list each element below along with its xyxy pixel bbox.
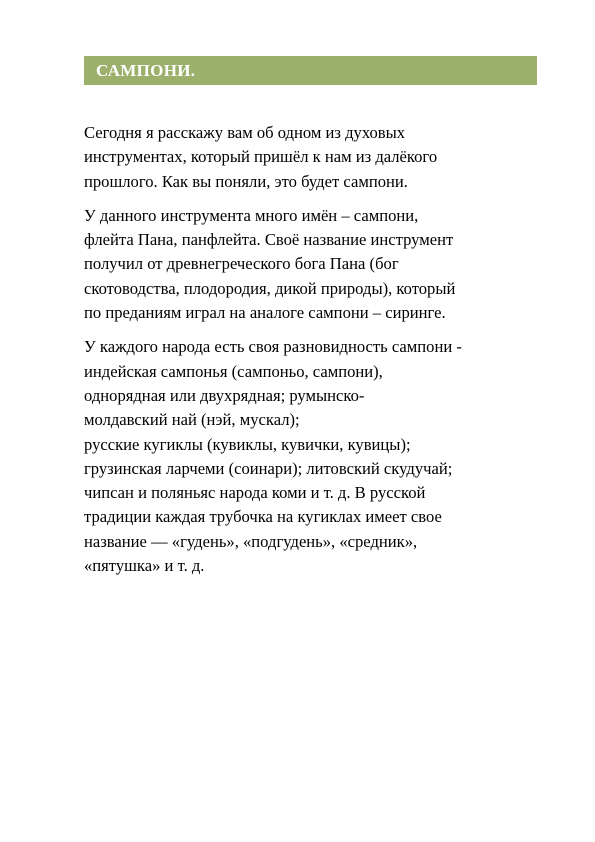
text-line: флейта Пана, панфлейта. Своё название инструмент [84, 230, 454, 250]
text-line: инструментах, который пришёл к нам из далёкого [84, 147, 438, 167]
text-line: однорядная или двухрядная; румынско- [84, 385, 365, 405]
document-body [84, 121, 544, 588]
text-line: название — «гудень», «подгудень», «средник», [84, 531, 418, 551]
page-title: САМПОНИ. [96, 60, 196, 80]
text-line: «пятушка» и т. д. [84, 556, 205, 576]
paragraph-names [84, 204, 544, 325]
text-line: грузинская ларчеми (соинари); литовский скудучай; [84, 458, 453, 478]
text-line: традиции каждая трубочка на кугиклах имеет свое [84, 507, 442, 527]
heading-bar [84, 56, 537, 85]
text-line: скотоводства, плодородия, дикой природы), который [84, 278, 456, 298]
text-line: молдавский най (нэй, мускал); [84, 410, 300, 430]
text-line: чипсан и поляньяс народа коми и т. д. В русской [84, 483, 426, 503]
text-line: индейская сампонья (сампоньо, сампони), [84, 361, 383, 381]
paragraph-intro [84, 121, 544, 194]
text-line: У данного инструмента много имён – сампони, [84, 205, 419, 225]
paragraph-varieties [84, 335, 544, 578]
text-line: по преданиям играл на аналоге сампони – сиринге. [84, 303, 446, 323]
text-line: получил от древнегреческого бога Пана (бог [84, 254, 399, 274]
text-line: У каждого народа есть своя разновидность сампони - [84, 337, 462, 357]
text-line: прошлого. Как вы поняли, это будет сампони. [84, 171, 408, 191]
text-line: Сегодня я расскажу вам об одном из духовых [84, 123, 406, 142]
text-line: русские кугиклы (кувиклы, кувички, кувицы); [84, 434, 411, 454]
